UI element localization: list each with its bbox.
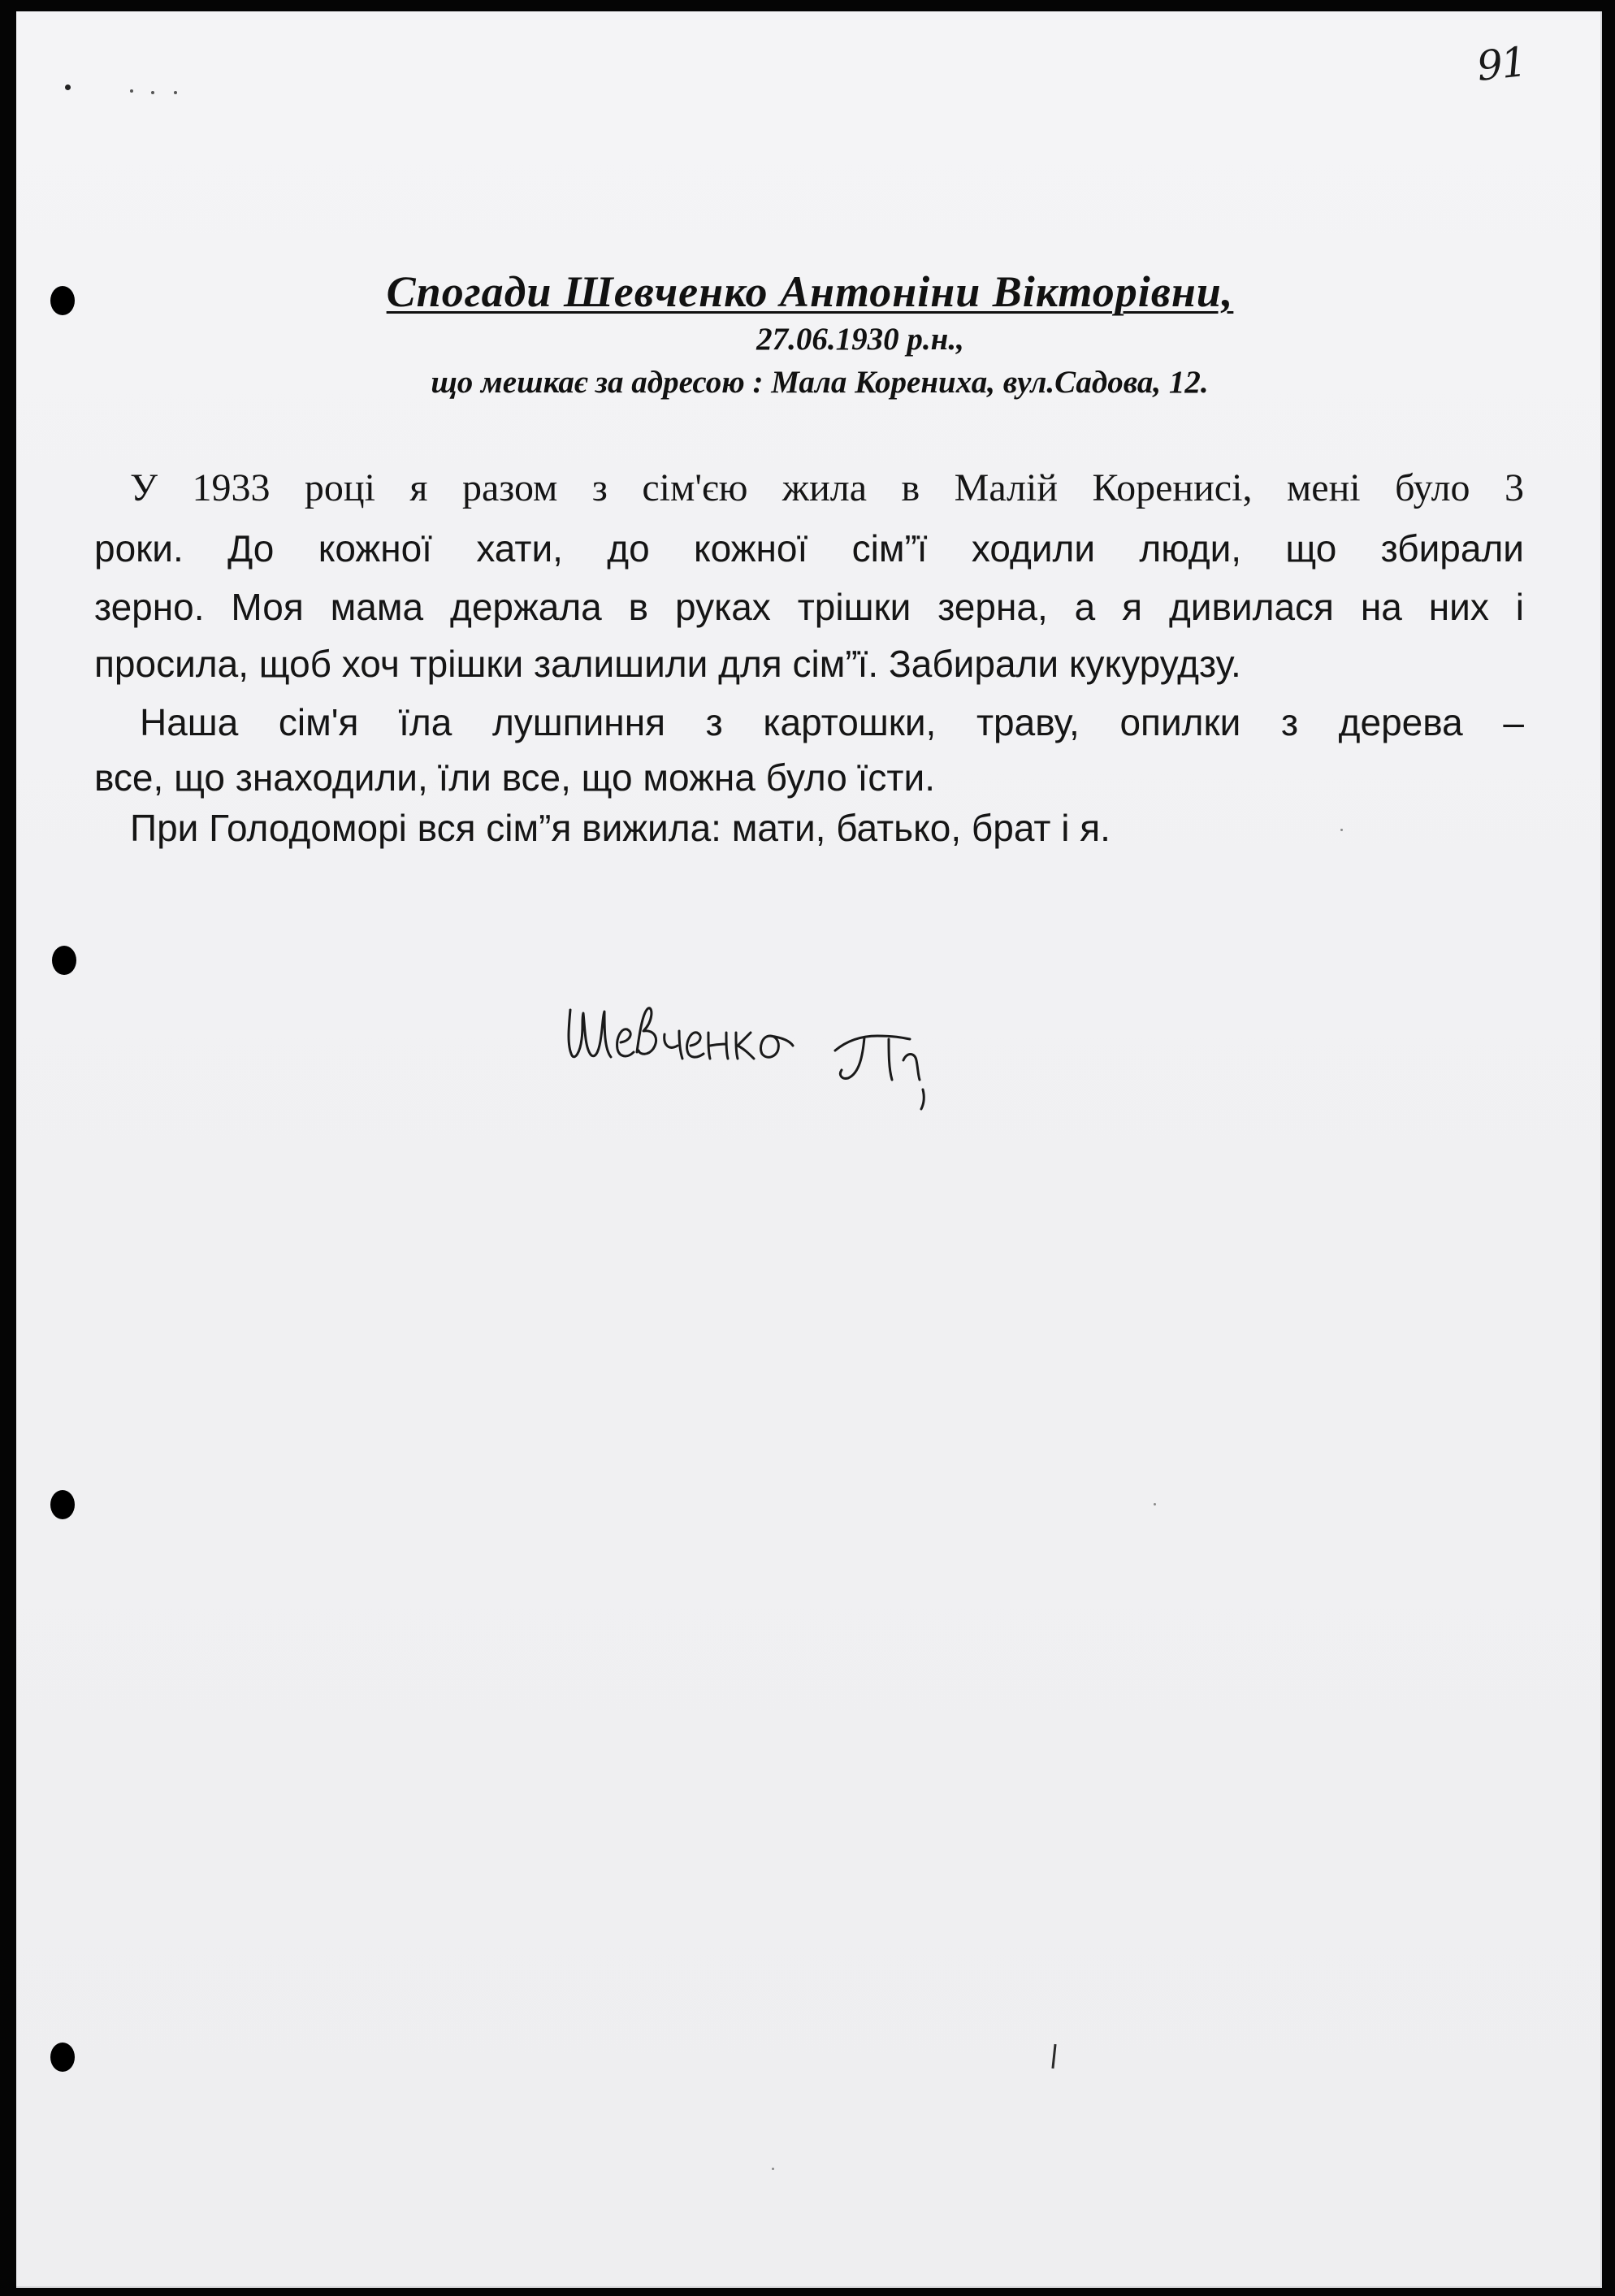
paragraph-line: При Голодоморі вся сім”я вижила: мати, батько, брат і я.	[130, 807, 1111, 849]
punch-hole	[50, 1490, 75, 1519]
scan-speck	[1154, 1503, 1156, 1505]
scan-dot	[174, 91, 177, 94]
scan-dot	[65, 84, 71, 90]
scan-speck	[772, 2168, 774, 2170]
document-title: Спогади Шевченко Антоніни Вікторівни,	[386, 267, 1234, 316]
handwritten-signature	[552, 971, 1007, 1133]
scan-dot	[130, 89, 133, 93]
birth-date: 27.06.1930 р.н.,	[756, 322, 964, 357]
scan-speck	[1340, 829, 1343, 831]
punch-hole	[50, 2043, 75, 2072]
paragraph-line: зерно. Моя мама держала в руках трішки зерна, а я дивилася на них і	[94, 586, 1524, 628]
paragraph-line: просила, щоб хоч трішки залишили для сім”ї. Забирали кукурудзу.	[94, 643, 1241, 685]
page-number: 91	[1474, 38, 1528, 90]
scan-dot	[151, 91, 154, 94]
paragraph-line: роки. До кожної хати, до кожної сім”ї ходили люди, що збирали	[94, 527, 1524, 570]
paragraph-line: У 1933 році я разом з сім'єю жила в Малій Коренисі, мені було 3	[130, 466, 1524, 509]
paragraph-line: Наша сім'я їла лушпиння з картошки, траву, опилки з дерева –	[140, 701, 1524, 743]
punch-hole	[52, 946, 76, 975]
paragraph-line: все, що знаходили, їли все, що можна було їсти.	[94, 756, 935, 799]
address-line: що мешкає за адресою : Мала Корениха, вул.Садова, 12.	[431, 365, 1209, 400]
